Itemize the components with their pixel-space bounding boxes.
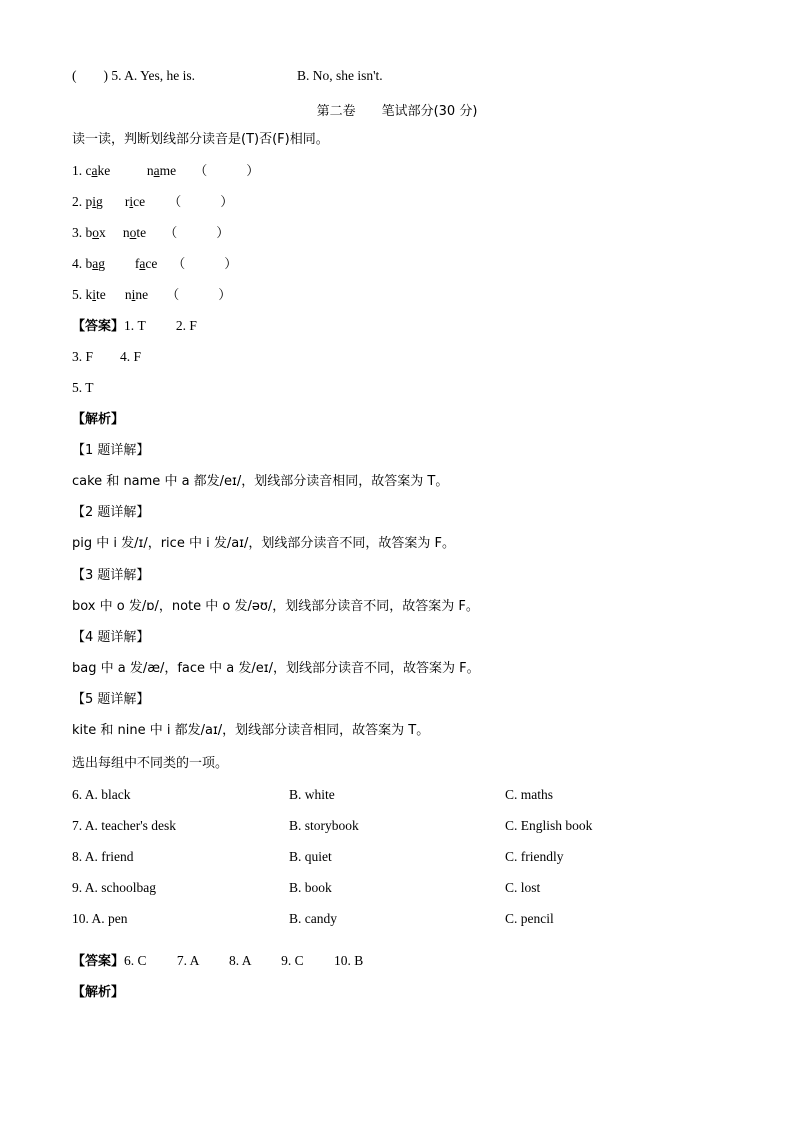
detail-2-head: 【2 题详解】 — [72, 505, 150, 520]
section-title: 第二卷 笔试部分(30 分) — [316, 104, 478, 119]
pronunciation-item-5: 5. kite nine （ ） — [72, 287, 232, 303]
answer-blank: （ ） — [194, 164, 260, 179]
part2-instruction: 选出每组中不同类的一项。 — [72, 756, 229, 771]
part1-answers-line1: 【答案】1. T 2. F — [72, 318, 197, 334]
detail-4-head: 【4 题详解】 — [72, 630, 150, 645]
pronunciation-item-2: 2. pig rice （ ） — [72, 194, 234, 210]
q8-option-a: 8. A. friend — [72, 849, 134, 864]
q7-option-a: 7. A. teacher's desk — [72, 818, 177, 833]
pronunciation-item-3: 3. box note （ ） — [72, 225, 230, 241]
q9-option-a: 9. A. schoolbag — [72, 880, 156, 895]
part1-instruction: 读一读，判断划线部分读音是(T)否(F)相同。 — [72, 132, 329, 147]
q10-option-b: B. candy — [289, 911, 337, 926]
part1-analysis-label: 【解析】 — [72, 412, 125, 427]
detail-5-head: 【5 题详解】 — [72, 692, 150, 707]
q6-option-a: 6. A. black — [72, 787, 131, 802]
answer-blank: （ ） — [172, 257, 238, 272]
detail-1-head: 【1 题详解】 — [72, 443, 150, 458]
answer-label: 【答案】 — [72, 954, 125, 969]
detail-1-text: cake 和 name 中 a 都发/eɪ/，划线部分读音相同，故答案为 T。 — [72, 474, 449, 489]
answer-blank: （ ） — [166, 288, 232, 303]
part1-answers-line2: 3. F 4. F — [72, 349, 142, 364]
answer-blank: （ ） — [164, 226, 230, 241]
q6-option-b: B. white — [289, 787, 335, 802]
detail-3-text: box 中 o 发/ɒ/，note 中 o 发/əʊ/，划线部分读音不同，故答案为 F。 — [72, 599, 479, 614]
detail-3-head: 【3 题详解】 — [72, 568, 150, 583]
answer-bracket: ( ) — [72, 68, 108, 83]
answer-label: 【答案】 — [72, 319, 125, 334]
detail-4-text: bag 中 a 发/æ/，face 中 a 发/eɪ/，划线部分读音不同，故答案为 F。 — [72, 661, 480, 676]
q10-option-a: 10. A. pen — [72, 911, 128, 926]
q10-option-c: C. pencil — [505, 911, 554, 926]
part2-answers: 【答案】6. C 7. A 8. A 9. C 10. B — [72, 953, 364, 969]
detail-5-text: kite 和 nine 中 i 都发/aɪ/，划线部分读音相同，故答案为 T。 — [72, 723, 430, 738]
question-5-option-b: B. No, she isn't. — [297, 68, 383, 83]
pronunciation-item-4: 4. bag face （ ） — [72, 256, 238, 272]
question-5-line — [72, 67, 195, 85]
part2-analysis-label: 【解析】 — [72, 985, 125, 1000]
detail-2-text: pig 中 i 发/ɪ/，rice 中 i 发/aɪ/，划线部分读音不同，故答案为 F。 — [72, 536, 455, 551]
answer-blank: （ ） — [168, 195, 234, 210]
q8-option-c: C. friendly — [505, 849, 564, 864]
q9-option-b: B. book — [289, 880, 332, 895]
pronunciation-item-1: 1. cake name （ ） — [72, 163, 260, 179]
q8-option-b: B. quiet — [289, 849, 332, 864]
q6-option-c: C. maths — [505, 787, 554, 802]
q7-option-b: B. storybook — [289, 818, 359, 833]
part1-answers-line3: 5. T — [72, 380, 94, 395]
q9-option-c: C. lost — [505, 880, 541, 895]
q7-option-c: C. English book — [505, 818, 593, 833]
question-5-option-a: 5. A. Yes, he is. — [111, 68, 196, 83]
